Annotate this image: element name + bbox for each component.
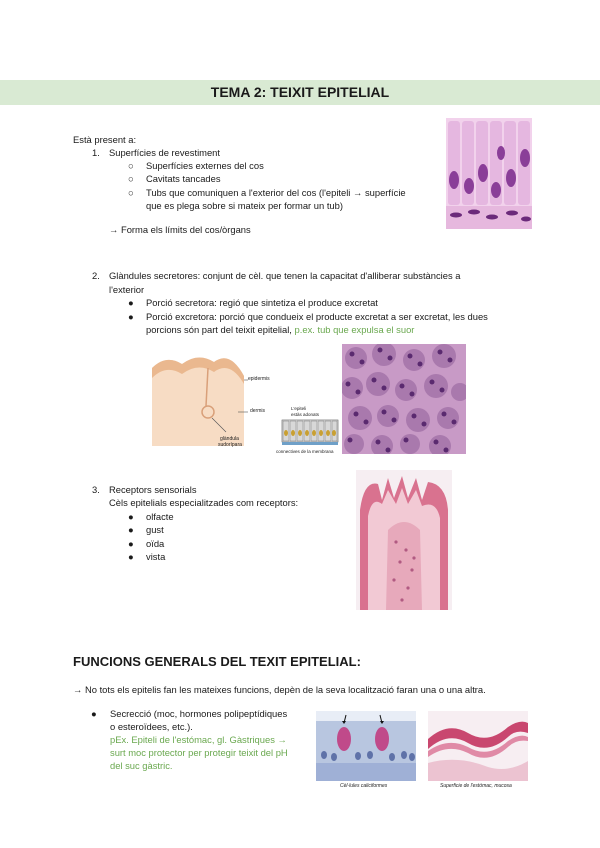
papilla-histology-image: [356, 470, 452, 610]
subitem-3: Tubs que comuniquen a l'exterior del cos (l'epiteli → superfície: [146, 187, 406, 198]
secretion-line1: Secrecció (moc, hormones polipeptídiques: [110, 708, 288, 719]
sense-gust: gust: [146, 524, 164, 535]
caption-goblet: Cèl·lules caliciformes: [340, 783, 388, 789]
subitem-1: Superfícies externes del cos: [146, 160, 264, 171]
item-1-note: → Forma els límits del cos/òrgans: [109, 224, 251, 235]
dot-bullet: ●: [128, 311, 134, 322]
stomach-mucosa-image: [428, 711, 528, 781]
label-gland-1: glàndula: [220, 436, 239, 442]
section-2-intro: → No tots els epitelis fan les mateixes funcions, depèn de la seva localització faran una o una altra.: [73, 684, 486, 695]
item-2-line1: Glàndules secretores: conjunt de cèl. que tenen la capacitat d'alliberar substàncies a: [109, 270, 461, 281]
dot-bullet: ●: [128, 511, 134, 522]
diagram-label-bottom: connectives de la membrana: [276, 449, 334, 454]
label-dermis: dermis: [250, 408, 266, 414]
item-3-number: 3.: [92, 484, 100, 495]
excretory-portion-line1: Porció excretora: porció que condueix el producte excretat a ser excretat, les dues: [146, 311, 488, 322]
stomach-example-line2: surt moc protector per protegir teixit del pH: [110, 747, 288, 758]
gland-histology-image: [342, 344, 466, 454]
sense-olfacte: olfacte: [146, 511, 174, 522]
circle-bullet: ○: [128, 173, 134, 184]
dot-bullet: ●: [128, 551, 134, 562]
stomach-example-line3: del suc gàstric.: [110, 760, 173, 771]
sweat-example: p.ex. tub que expulsa el suor: [294, 324, 415, 335]
item-3-subheading: Cèls epitelials especialitzades com receptors:: [109, 497, 299, 508]
sense-oida: oïda: [146, 538, 165, 549]
sense-vista: vista: [146, 551, 166, 562]
section-2-heading: FUNCIONS GENERALS DEL TEXIT EPITELIAL:: [73, 654, 361, 669]
epithelium-histology-image: [446, 118, 532, 229]
item-1-number: 1.: [92, 147, 100, 158]
item-2-line2: l'exterior: [109, 284, 145, 295]
dot-bullet: ●: [128, 297, 134, 308]
secretory-portion: Porció secretora: regió que sintetiza el produce excretat: [146, 297, 378, 308]
sweat-gland-diagram: [148, 346, 278, 454]
item-3-heading: Receptors sensorials: [109, 484, 197, 495]
item-1-heading: Superfícies de revestiment: [109, 147, 220, 158]
circle-bullet: ○: [128, 187, 134, 198]
goblet-cells-image: [316, 711, 416, 781]
excretory-portion-line2: porcions són part del teixit epitelial, p.ex. tub que expulsa el suor: [146, 324, 415, 335]
page-title: TEMA 2: TEIXIT EPITELIAL: [210, 84, 390, 100]
subitem-3-cont: que es plega sobre si mateix per formar un tub): [146, 200, 343, 211]
caption-stomach: Superficie de l'estómac, mucosa: [440, 783, 512, 789]
circle-bullet: ○: [128, 160, 134, 171]
intro-text: Està present a:: [73, 134, 137, 145]
diagram-label-top1: L'epiteli: [291, 406, 307, 411]
label-epidermis: epidermis: [248, 376, 270, 382]
item-2-number: 2.: [92, 270, 100, 281]
label-gland-2: sudorípara: [218, 442, 242, 448]
dot-bullet: ●: [91, 708, 97, 719]
diagram-label-top2: estàs adonats: [291, 412, 320, 417]
epithelial-cells-diagram: [280, 418, 340, 448]
stomach-example-line1: pEx. Epiteli de l'estómac, gl. Gàstriques →: [110, 734, 287, 745]
secretion-line2: o esteroïdees, etc.).: [110, 721, 193, 732]
dot-bullet: ●: [128, 524, 134, 535]
dot-bullet: ●: [128, 538, 134, 549]
subitem-2: Cavitats tancades: [146, 173, 221, 184]
